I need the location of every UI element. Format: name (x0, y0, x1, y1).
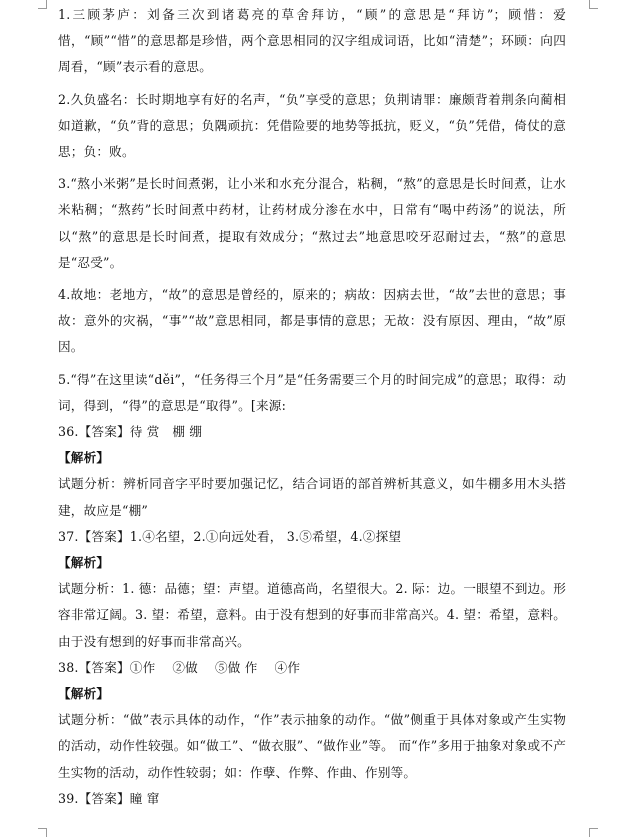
analysis-heading-36: 【解析】 (58, 450, 110, 466)
analysis-36: 试题分析：辨析同音字平时要加强记忆，结合词语的部首辨析其意义，如牛棚多用木头搭建，故应是“棚” (58, 476, 566, 518)
page-corner-mark (38, 0, 47, 9)
answer-38: 38.【答案】①作 ②做 ⑤做 作 ④作 (58, 659, 301, 675)
document-body (58, 2, 566, 812)
page-corner-mark (38, 828, 47, 837)
page-corner-mark (589, 0, 598, 9)
paragraph-item-5: 5.“得”在这里读“děi”，“任务得三个月”是“任务需要三个月的时间完成”的意思；取得：动词，得到，“得”的意思是“取得”。[来源: (58, 371, 566, 413)
analysis-heading-38: 【解析】 (58, 686, 110, 702)
answer-36: 36.【答案】待 赏 棚 绷 (58, 424, 203, 440)
paragraph-item-2: 2.久负盛名：长时期地享有好的名声，“负”享受的意思；负荆请罪：廉颇背着荆条向蔺相如道歉，“负”背的意思；负隅顽抗：凭借险要的地势等抵抗，贬义，“负”凭借，倚仗的意思；负：败。 (58, 91, 566, 160)
answer-39: 39.【答案】瞳 窜 (58, 790, 160, 806)
answer-37: 37.【答案】1.④名望，2.①向远处看， 3.⑤希望，4.②探望 (58, 528, 402, 544)
paragraph-item-3: 3.“熬小米粥”是长时间煮粥，让小米和水充分混合，粘稠，“熬”的意思是长时间煮，让水米粘稠；“熬药”长时间煮中药材，让药材成分渗在水中，日常有“喝中药汤”的说法，所以“熬”的意思是长时间煮，提取有效成分；“熬过去”地意思咬牙忍耐过去，“熬”的意思是“忍受”。 (58, 176, 566, 270)
page-corner-mark (589, 828, 598, 837)
analysis-heading-37: 【解析】 (58, 555, 110, 571)
analysis-37: 试题分析：1. 德：品德；望：声望。道德高尚，名望很大。2. 际：边。一眼望不到边。形容非常辽阔。3. 望：希望，意料。由于没有想到的好事而非常高兴。4. 望：希望，意料。由于没有想到的好事而非常高兴。 (58, 581, 566, 649)
paragraph-item-1: 1.三顾茅庐：刘备三次到诸葛亮的草舍拜访，“顾”的意思是“拜访”；顾惜：爱惜，“顾”“惜”的意思都是珍惜，两个意思相同的汉字组成词语，比如“清楚”；环顾：向四周看，“顾”表示看的意思。 (58, 7, 566, 75)
paragraph-item-4: 4.故地：老地方，“故”的意思是曾经的，原来的；病故：因病去世，“故”去世的意思；事故：意外的灾祸，“事”“故”意思相同，都是事情的意思；无故：没有原因、理由，“故”原因。 (58, 287, 566, 355)
analysis-38: 试题分析：“做”表示具体的动作，“作”表示抽象的动作。“做”侧重于具体对象或产生实物的活动，动作性较强。如“做工”、“做衣服”、“做作业”等。 而“作”多用于抽象对象或不产生实物的活动，动作性较弱；如：作孽、作弊、作曲、作别等。 (58, 712, 566, 780)
